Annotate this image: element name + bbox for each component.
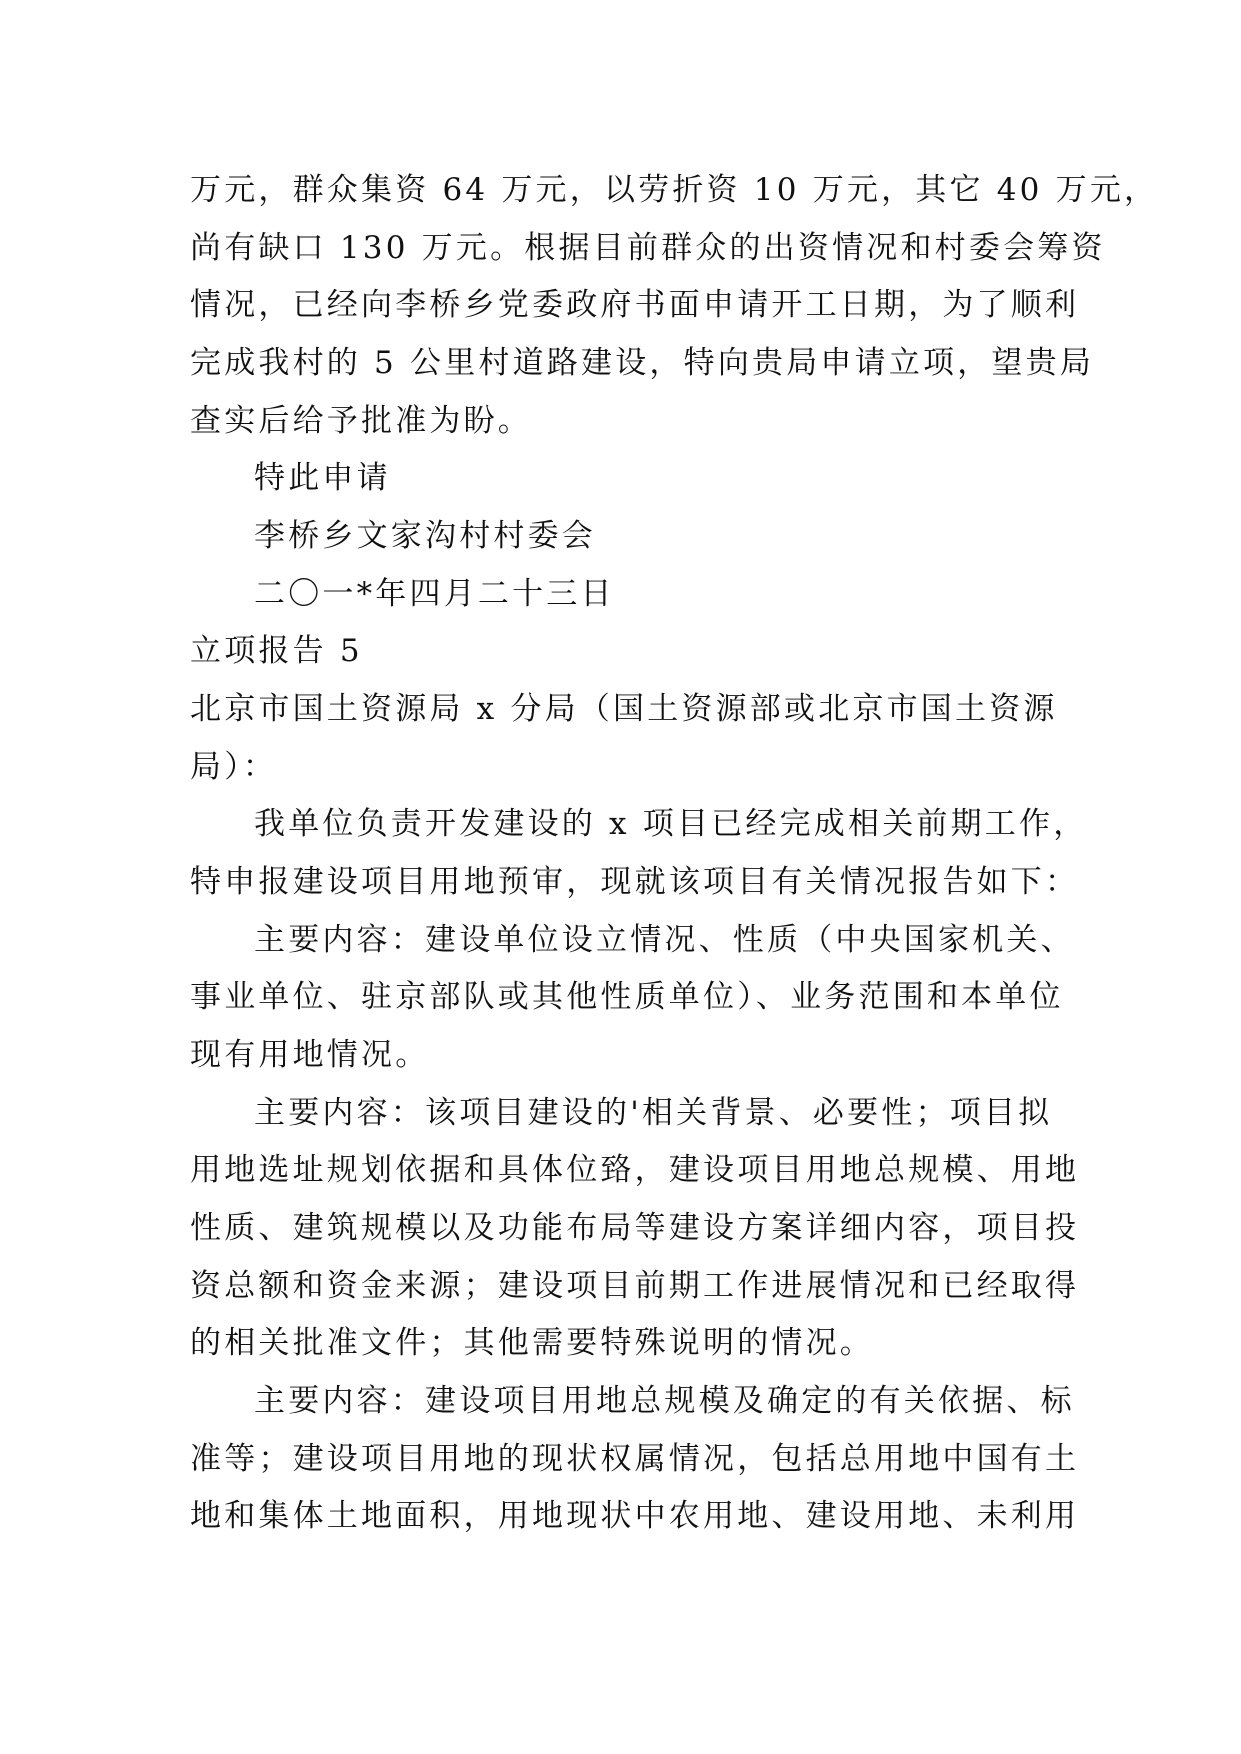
closing-phrase: 特此申请 xyxy=(254,460,391,496)
paragraph-line: 完成我村的 5 公里村道路建设，特向贵局申请立项，望贵局 xyxy=(190,345,1095,381)
paragraph-line: 用地选址规划依据和具体位臵，建设项目用地总规模、用地 xyxy=(190,1152,1080,1188)
paragraph-line: 地和集体土地面积，用地现状中农用地、建设用地、未利用 xyxy=(190,1498,1080,1534)
paragraph-line: 现有用地情况。 xyxy=(190,1037,430,1073)
paragraph-line: 情况，已经向李桥乡党委政府书面申请开工日期，为了顺利 xyxy=(190,287,1080,323)
paragraph-line: 主要内容：该项目建设的'相关背景、必要性；项目拟 xyxy=(254,1095,1053,1131)
paragraph-line: 主要内容：建设项目用地总规模及确定的有关依据、标 xyxy=(254,1383,1075,1419)
paragraph-line: 我单位负责开发建设的 x 项目已经完成相关前期工作， xyxy=(254,806,1088,842)
paragraph-line: 万元，群众集资 64 万元，以劳折资 10 万元，其它 40 万元， xyxy=(190,172,1159,208)
addressee-line: 北京市国土资源局 x 分局（国土资源部或北京市国土资源 xyxy=(190,691,1058,727)
addressee-line: 局）： xyxy=(190,749,278,785)
paragraph-line: 查实后给予批准为盼。 xyxy=(190,403,532,439)
paragraph-line: 资总额和资金来源；建设项目前期工作进展情况和已经取得 xyxy=(190,1268,1080,1304)
paragraph-line: 性质、建筑规模以及功能布局等建设方案详细内容，项目投 xyxy=(190,1210,1080,1246)
paragraph-line: 的相关批准文件；其他需要特殊说明的情况。 xyxy=(190,1325,874,1361)
signature-date: 二〇一*年四月二十三日 xyxy=(254,576,615,612)
paragraph-line: 事业单位、驻京部队或其他性质单位）、业务范围和本单位 xyxy=(190,979,1064,1015)
paragraph-line: 尚有缺口 130 万元。根据目前群众的出资情况和村委会筹资 xyxy=(190,230,1106,266)
section-title: 立项报告 5 xyxy=(190,633,363,669)
paragraph-line: 准等；建设项目用地的现状权属情况，包括总用地中国有土 xyxy=(190,1441,1080,1477)
paragraph-line: 特申报建设项目用地预审，现就该项目有关情况报告如下： xyxy=(190,864,1080,900)
signature-org: 李桥乡文家沟村村委会 xyxy=(254,518,596,554)
paragraph-line: 主要内容：建设单位设立情况、性质（中央国家机关、 xyxy=(254,922,1075,958)
